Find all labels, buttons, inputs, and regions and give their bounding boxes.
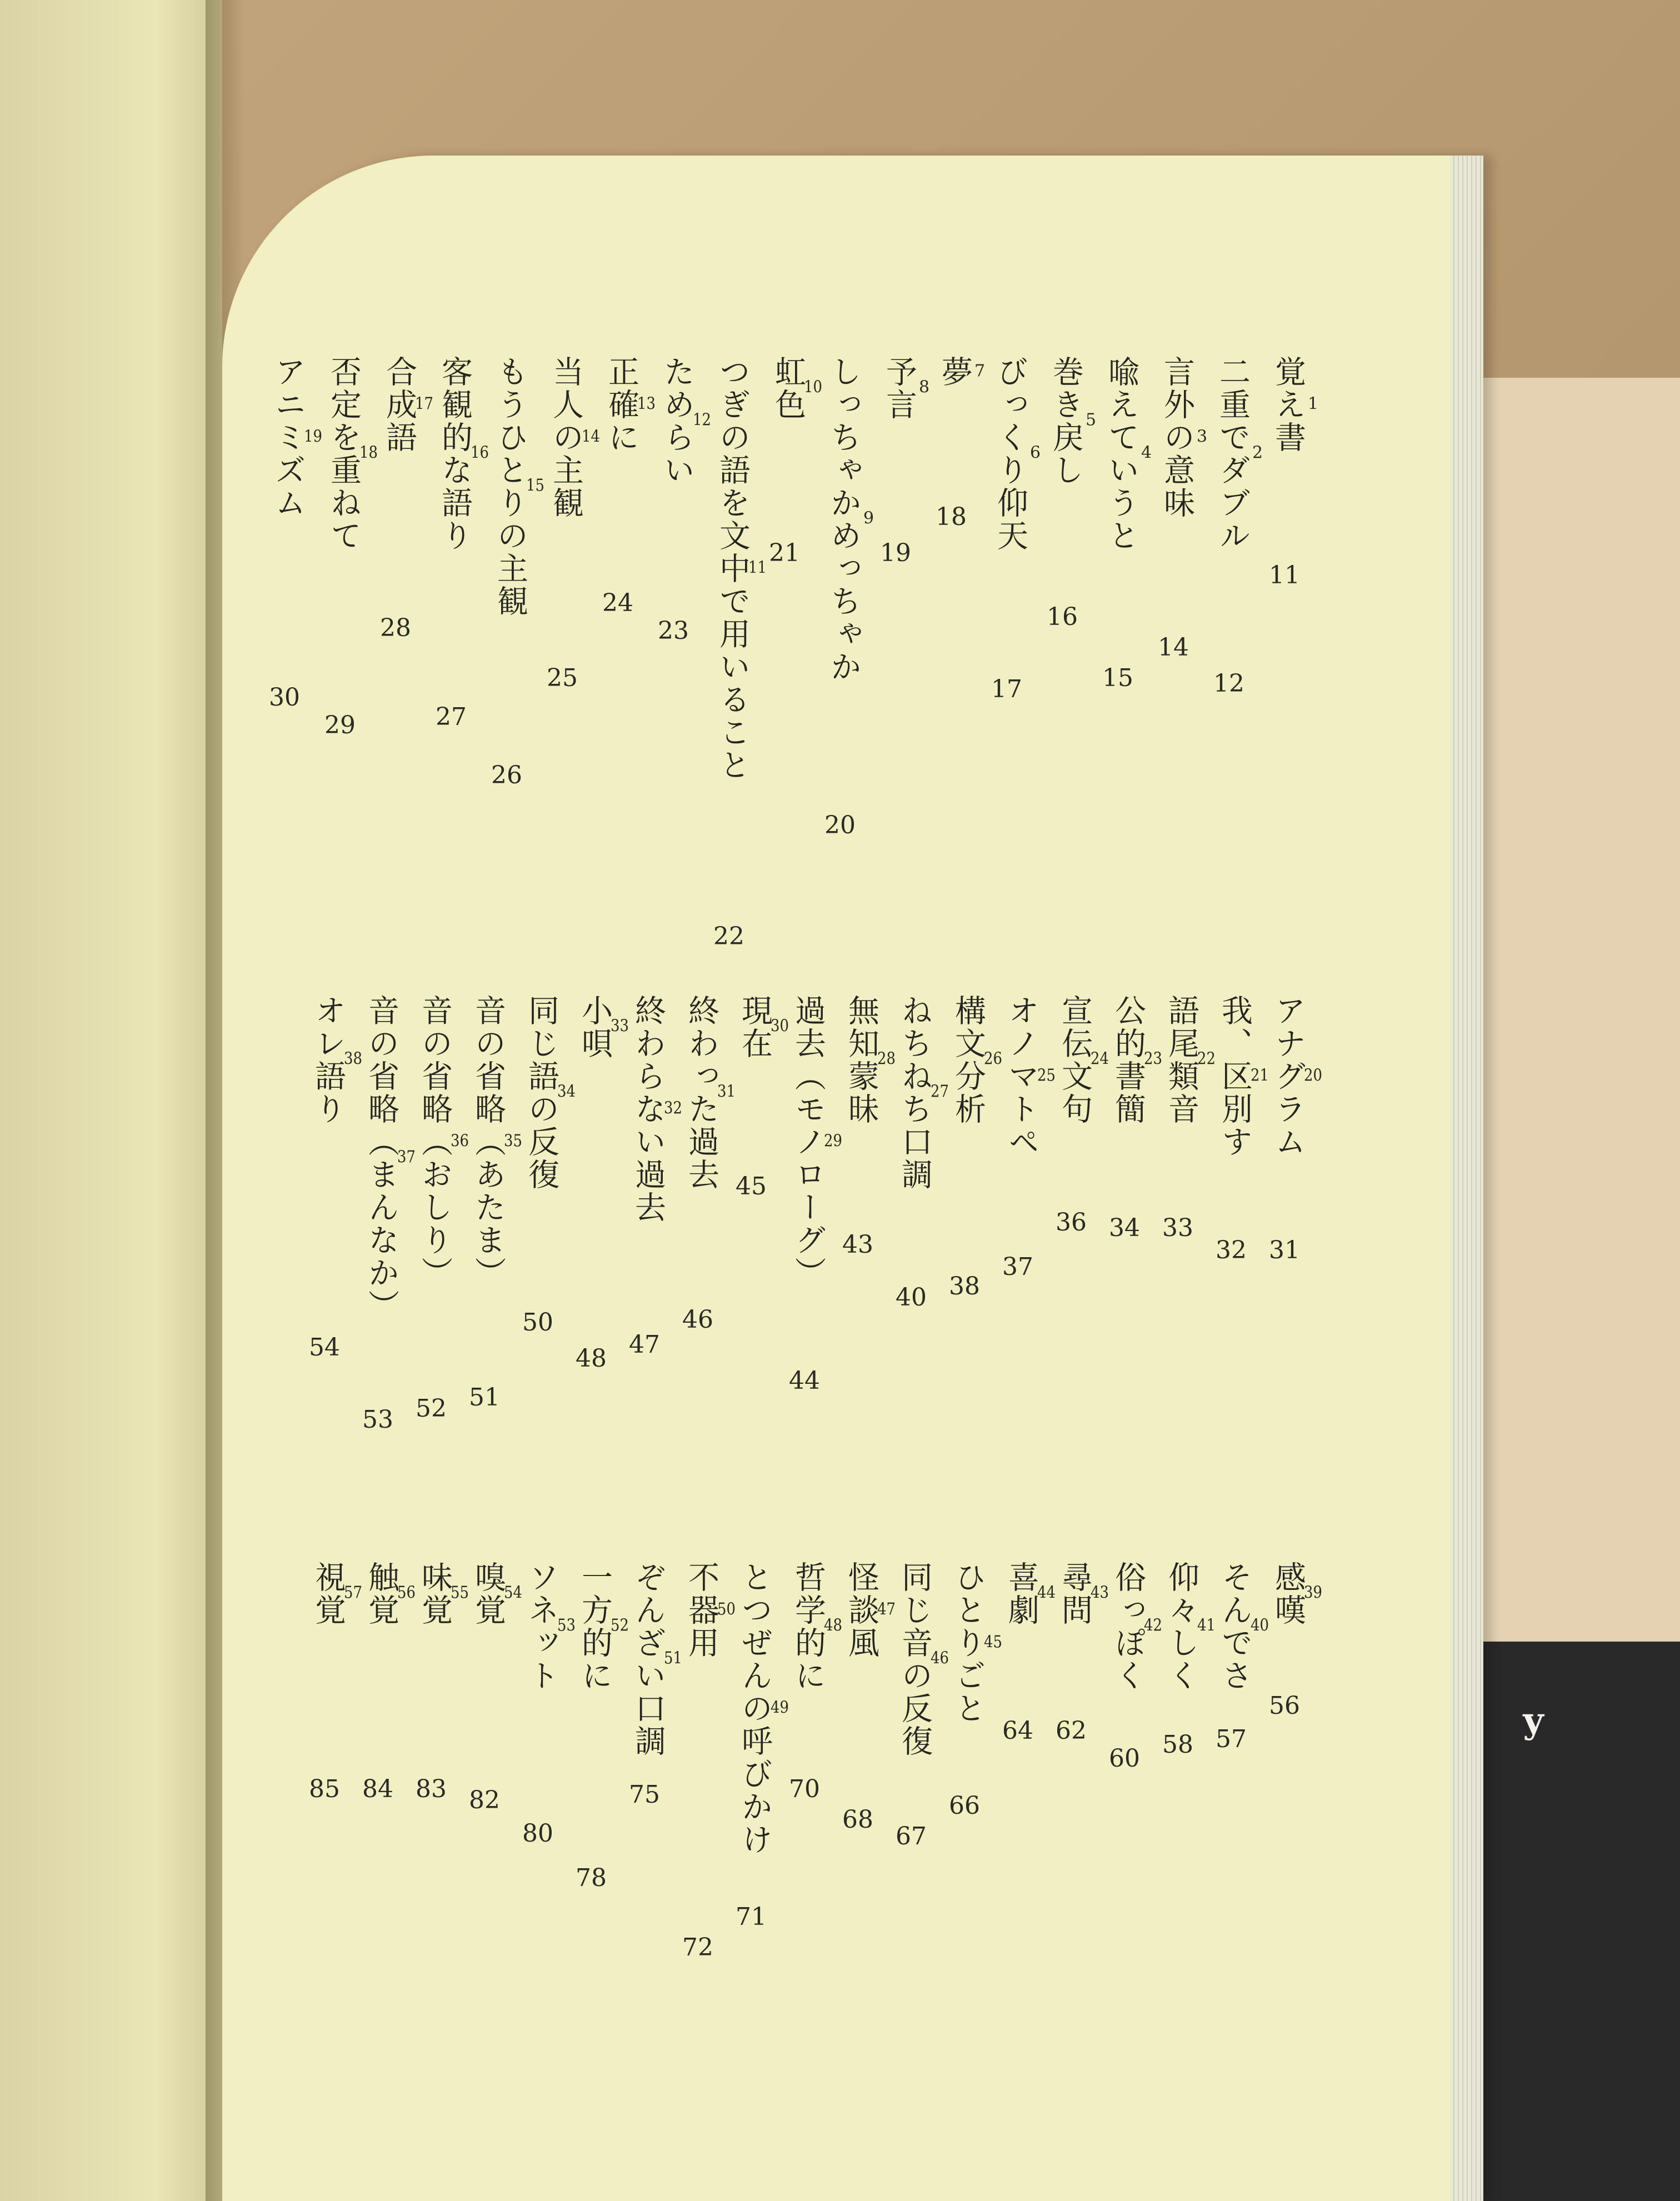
toc-entry-page: 25 xyxy=(547,664,578,692)
toc-entry-title: 構文分析 xyxy=(950,994,986,1125)
toc-entry xyxy=(439,356,489,552)
toc-entry xyxy=(1161,356,1212,519)
toc-entry-page: 33 xyxy=(1162,1214,1193,1242)
toc-entry-number: 55 xyxy=(451,1584,469,1601)
cover-letter: y xyxy=(1523,1700,1544,1742)
toc-entry xyxy=(363,994,416,1322)
toc-entry-page: 47 xyxy=(629,1330,660,1359)
toc-entry xyxy=(952,994,1003,1125)
toc-entry-number: 32 xyxy=(664,1099,682,1117)
toc-entry-page: 17 xyxy=(991,675,1022,703)
toc-entry-page: 31 xyxy=(1269,1236,1300,1264)
toc-entry xyxy=(1112,1561,1163,1692)
toc-entry-page: 28 xyxy=(380,614,411,642)
toc-entry-page: 32 xyxy=(1216,1236,1247,1264)
toc-entry xyxy=(1272,356,1323,454)
toc-entry-page: 82 xyxy=(469,1786,500,1814)
toc-entry-number: 29 xyxy=(824,1132,842,1149)
toc-entry-page: 68 xyxy=(842,1805,873,1834)
toc-entry xyxy=(1272,1561,1323,1627)
toc-entry-title: 同じ音の反復 xyxy=(897,1561,933,1758)
toc-entry xyxy=(683,994,736,1191)
toc-entry xyxy=(1112,994,1163,1125)
toc-entry-number: 18 xyxy=(359,444,378,461)
toc-entry-title: 触覚 xyxy=(363,1561,399,1627)
toc-entry-title: 夢 xyxy=(937,356,973,388)
toc-entry-number: 31 xyxy=(717,1083,736,1100)
toc-entry-page: 38 xyxy=(949,1272,980,1300)
toc-entry-page: 18 xyxy=(936,503,967,531)
toc-entry-number: 54 xyxy=(504,1584,522,1601)
toc-entry xyxy=(683,1561,736,1659)
toc-entry xyxy=(419,994,469,1289)
toc-entry-title: とつぜんの呼びかけ xyxy=(737,1561,773,1856)
toc-entry-number: 3 xyxy=(1196,428,1208,445)
toc-entry-title: ねちねち口調 xyxy=(897,994,933,1191)
toc-entry-number: 51 xyxy=(664,1650,682,1667)
toc-entry xyxy=(1163,994,1216,1125)
toc-entry xyxy=(1272,994,1323,1158)
toc-entry-page: 27 xyxy=(436,703,467,731)
toc-entry-number: 5 xyxy=(1085,412,1097,428)
toc-entry-title: 言外の意味 xyxy=(1159,356,1195,519)
toc-entry xyxy=(579,994,629,1060)
toc-entry-number: 57 xyxy=(344,1584,362,1601)
toc-entry-number: 38 xyxy=(344,1051,362,1067)
toc-entry-number: 25 xyxy=(1037,1067,1056,1084)
toc-entry-title: 虹色 xyxy=(770,356,806,421)
toc-entry-title: つぎの語を文中で用いること xyxy=(714,356,751,782)
toc-entry-number: 20 xyxy=(1304,1067,1322,1084)
toc-entry xyxy=(328,356,378,552)
toc-entry-page: 36 xyxy=(1056,1208,1087,1237)
toc-entry-number: 23 xyxy=(1144,1051,1162,1067)
toc-entry-title: 仰々しく xyxy=(1163,1561,1199,1692)
toc-entry-page: 48 xyxy=(576,1344,607,1373)
toc-entry-number: 53 xyxy=(557,1617,576,1634)
toc-entry-number: 12 xyxy=(693,412,711,428)
toc-entry-number: 40 xyxy=(1251,1617,1269,1634)
toc-entry xyxy=(419,1561,469,1627)
toc-entry xyxy=(828,356,878,683)
toc-entry xyxy=(994,356,1045,552)
toc-entry-number: 19 xyxy=(304,428,322,445)
toc-entry-page: 72 xyxy=(682,1933,713,1962)
toc-entry-page: 44 xyxy=(789,1367,820,1395)
toc-entry-number: 17 xyxy=(415,395,433,412)
toc-entry-page: 78 xyxy=(576,1864,607,1892)
toc-entry xyxy=(739,994,789,1060)
toc-entry-title: 客観的な語り xyxy=(437,356,473,552)
toc-entry-title: 否定を重ねて xyxy=(326,356,362,552)
toc-entry-number: 46 xyxy=(931,1650,949,1667)
toc-entry xyxy=(714,356,767,782)
toc-entry-number: 35 xyxy=(504,1132,522,1149)
toc-entry-page: 56 xyxy=(1269,1692,1300,1720)
toc-entry xyxy=(1003,1561,1056,1627)
toc-entry xyxy=(632,994,683,1224)
toc-entry xyxy=(1059,994,1109,1125)
toc-entry-title: そんでさ xyxy=(1217,1561,1253,1692)
toc-entry-title: 嗅覚 xyxy=(470,1561,506,1627)
toc-entry-title: 巻き戻し xyxy=(1048,356,1084,487)
toc-entry-title: 喩えていうと xyxy=(1103,356,1139,552)
toc-entry-title: 怪談風 xyxy=(843,1561,879,1659)
toc-entry-number: 27 xyxy=(931,1083,949,1100)
toc-entry-title: 宣伝文句 xyxy=(1057,994,1093,1125)
toc-entry xyxy=(312,994,363,1125)
toc-entry-number: 7 xyxy=(974,362,986,379)
toc-entry xyxy=(472,1561,523,1627)
toc-entry-title: 視覚 xyxy=(310,1561,346,1627)
toc-entry-page: 34 xyxy=(1109,1214,1140,1242)
toc-entry xyxy=(523,994,576,1191)
toc-entry-page: 22 xyxy=(713,922,744,951)
toc-entry xyxy=(792,994,843,1289)
toc-entry xyxy=(1003,994,1056,1158)
toc-entry xyxy=(523,1561,576,1692)
toc-entry-number: 22 xyxy=(1197,1051,1216,1067)
toc-entry-page: 19 xyxy=(880,539,911,567)
toc-entry xyxy=(772,356,823,421)
page-edge xyxy=(1450,156,1483,2201)
toc-entry-title: 音の省略（おしり） xyxy=(417,994,453,1289)
toc-entry-number: 47 xyxy=(877,1600,896,1618)
toc-entry xyxy=(603,356,656,454)
toc-entry-title: 合成語 xyxy=(381,356,417,454)
toc-entry xyxy=(472,994,523,1289)
toc-entry xyxy=(363,1561,416,1627)
toc-entry-number: 15 xyxy=(526,477,544,494)
toc-entry-page: 21 xyxy=(769,539,800,567)
toc-entry xyxy=(661,356,712,487)
toc-entry-page: 37 xyxy=(1002,1253,1033,1281)
toc-entry-page: 12 xyxy=(1213,669,1244,698)
toc-entry-page: 80 xyxy=(522,1819,553,1848)
toc-entry-number: 33 xyxy=(611,1018,629,1034)
toc-entry-page: 51 xyxy=(469,1383,500,1412)
toc-entry xyxy=(1059,1561,1109,1627)
toc-entry xyxy=(843,994,896,1125)
toc-entry-page: 84 xyxy=(362,1775,393,1803)
toc-entry-page: 43 xyxy=(842,1230,873,1259)
toc-entry-title: 俗っぽく xyxy=(1110,1561,1146,1692)
toc-entry-title: ひとりごと xyxy=(950,1561,986,1725)
toc-entry-number: 30 xyxy=(771,1018,789,1034)
toc-entry-page: 14 xyxy=(1158,633,1189,662)
toc-entry-title: 音の省略（まんなか） xyxy=(363,994,399,1322)
toc-entry-page: 11 xyxy=(1269,561,1300,589)
toc-entry-page: 52 xyxy=(416,1394,447,1423)
toc-entry xyxy=(632,1561,683,1758)
toc-entry-title: 味覚 xyxy=(417,1561,453,1627)
toc-entry-page: 15 xyxy=(1102,664,1133,692)
toc-entry xyxy=(952,1561,1003,1725)
toc-entry-page: 62 xyxy=(1056,1717,1087,1745)
left-page xyxy=(0,0,222,2201)
toc-entry-title: 尋問 xyxy=(1057,1561,1093,1627)
toc-entry-number: 50 xyxy=(717,1600,736,1618)
toc-entry-number: 37 xyxy=(397,1149,416,1165)
toc-entry-title: 哲学的に xyxy=(790,1561,826,1692)
toc-entry-number: 36 xyxy=(451,1132,469,1149)
toc-entry-title: ためらい xyxy=(659,356,695,487)
toc-entry-number: 16 xyxy=(471,444,489,461)
toc-entry-title: 終わった過去 xyxy=(683,994,719,1191)
toc-entry-page: 53 xyxy=(362,1405,393,1434)
toc-entry-title: 現在 xyxy=(737,994,773,1060)
toc-entry-title: 二重でダブル xyxy=(1214,356,1251,552)
toc-entry-number: 2 xyxy=(1252,444,1263,461)
toc-entry-title: 喜劇 xyxy=(1003,1561,1039,1627)
toc-entry-title: 小唄 xyxy=(577,994,613,1060)
toc-entry xyxy=(550,356,601,519)
toc-entry-title: 公的書簡 xyxy=(1110,994,1146,1125)
toc-entry-number: 9 xyxy=(863,510,874,527)
toc-entry-number: 34 xyxy=(557,1083,576,1100)
toc-entry-title: 過去（モノローグ） xyxy=(790,994,826,1289)
toc-entry-page: 83 xyxy=(416,1775,447,1803)
toc-entry-page: 54 xyxy=(309,1333,340,1362)
toc-entry-number: 41 xyxy=(1197,1617,1216,1634)
toc-entry-number: 6 xyxy=(1029,444,1041,461)
toc-entry xyxy=(1219,1561,1269,1692)
toc-entry-number: 1 xyxy=(1307,395,1319,412)
toc-entry-page: 66 xyxy=(949,1792,980,1820)
toc-entry-number: 42 xyxy=(1144,1617,1162,1634)
toc-entry-page: 24 xyxy=(602,589,633,617)
toc-entry-page: 20 xyxy=(824,811,856,839)
toc-entry-page: 30 xyxy=(269,683,300,712)
toc-entry-title: 音の省略（あたま） xyxy=(470,994,506,1289)
toc-entry-number: 44 xyxy=(1037,1584,1056,1601)
toc-entry xyxy=(272,356,323,519)
toc-entry-number: 10 xyxy=(804,379,822,396)
toc-entry xyxy=(312,1561,363,1627)
toc-entry-page: 67 xyxy=(896,1822,927,1850)
toc-entry-page: 85 xyxy=(309,1775,340,1803)
toc-entry xyxy=(383,356,434,454)
toc-entry-number: 43 xyxy=(1091,1584,1109,1601)
toc-entry-title: 正確に xyxy=(603,356,639,454)
toc-entry-number: 14 xyxy=(582,428,600,445)
toc-entry-number: 49 xyxy=(771,1699,789,1716)
toc-entry-page: 16 xyxy=(1047,603,1078,631)
toc-entry-page: 29 xyxy=(324,711,356,739)
toc-entry-title: アニミズム xyxy=(270,356,306,519)
toc-entry xyxy=(1163,1561,1216,1692)
toc-entry-title: 予言 xyxy=(881,356,917,421)
toc-entry-page: 70 xyxy=(789,1775,820,1803)
toc-entry-title: ソネット xyxy=(523,1561,559,1692)
toc-entry-page: 46 xyxy=(682,1305,713,1334)
toc-entry-page: 64 xyxy=(1002,1717,1033,1745)
toc-entry-title: びっくり仰天 xyxy=(992,356,1028,552)
toc-entry-title: 不器用 xyxy=(683,1561,719,1659)
toc-entry-page: 40 xyxy=(896,1283,927,1312)
toc-entry xyxy=(899,1561,949,1758)
toc-entry-title: 同じ語の反復 xyxy=(523,994,559,1191)
toc-entry-title: 覚え書 xyxy=(1270,356,1306,454)
toc-entry-page: 57 xyxy=(1216,1725,1247,1753)
toc-entry xyxy=(739,1561,789,1856)
toc-entry-number: 4 xyxy=(1141,444,1152,461)
toc-entry xyxy=(1214,356,1267,552)
toc-entry-page: 50 xyxy=(522,1308,553,1337)
toc-entry xyxy=(494,356,545,618)
toc-entry-number: 39 xyxy=(1304,1584,1322,1601)
toc-entry-number: 48 xyxy=(824,1617,842,1634)
toc-entry-page: 58 xyxy=(1162,1730,1193,1759)
toc-entry-title: 一方的に xyxy=(577,1561,613,1692)
toc-entry-title: オレ語り xyxy=(310,994,346,1125)
toc-entry-page: 45 xyxy=(736,1172,767,1200)
toc-entry-title: アナグラム xyxy=(1270,994,1306,1158)
toc-entry xyxy=(843,1561,896,1659)
toc-entry-title: オノマトペ xyxy=(1003,994,1039,1158)
toc-entry xyxy=(899,994,949,1191)
toc-entry-title: 当人の主観 xyxy=(548,356,584,519)
toc-entry-page: 23 xyxy=(658,617,689,645)
toc-entry xyxy=(1103,356,1156,552)
toc-entry xyxy=(1050,356,1101,487)
toc-entry-title: ぞんざい口調 xyxy=(630,1561,666,1758)
toc-entry-number: 52 xyxy=(611,1617,629,1634)
toc-entry-page: 60 xyxy=(1109,1744,1140,1773)
toc-entry xyxy=(883,356,934,421)
toc-entry-page: 75 xyxy=(629,1780,660,1809)
toc-entry xyxy=(939,356,989,388)
toc-entry xyxy=(579,1561,629,1692)
toc-entry-title: 終わらない過去 xyxy=(630,994,666,1224)
toc-entry-number: 45 xyxy=(984,1633,1002,1650)
toc-entry-number: 24 xyxy=(1091,1051,1109,1067)
toc-entry-title: 感嘆 xyxy=(1270,1561,1306,1627)
toc-entry-number: 26 xyxy=(984,1051,1002,1067)
toc-entry-number: 13 xyxy=(637,395,656,412)
toc-entry-number: 56 xyxy=(397,1584,416,1601)
toc-entry xyxy=(1219,994,1269,1158)
toc-entry-page: 71 xyxy=(736,1903,767,1931)
toc-entry-title: もうひとりの主観 xyxy=(492,356,528,618)
toc-entry xyxy=(792,1561,843,1692)
toc-entry-number: 21 xyxy=(1251,1067,1269,1084)
toc-entry-title: 我、区別す xyxy=(1217,994,1253,1158)
toc-entry-title: 無知蒙昧 xyxy=(843,994,879,1125)
toc-entry-number: 28 xyxy=(877,1051,896,1067)
toc-entry-title: しっちゃかめっちゃか xyxy=(826,356,862,683)
toc-entry-number: 11 xyxy=(748,559,767,576)
toc-entry-title: 語尾類音 xyxy=(1163,994,1199,1125)
toc-entry-page: 26 xyxy=(491,761,522,789)
toc-entry-number: 8 xyxy=(918,379,930,396)
